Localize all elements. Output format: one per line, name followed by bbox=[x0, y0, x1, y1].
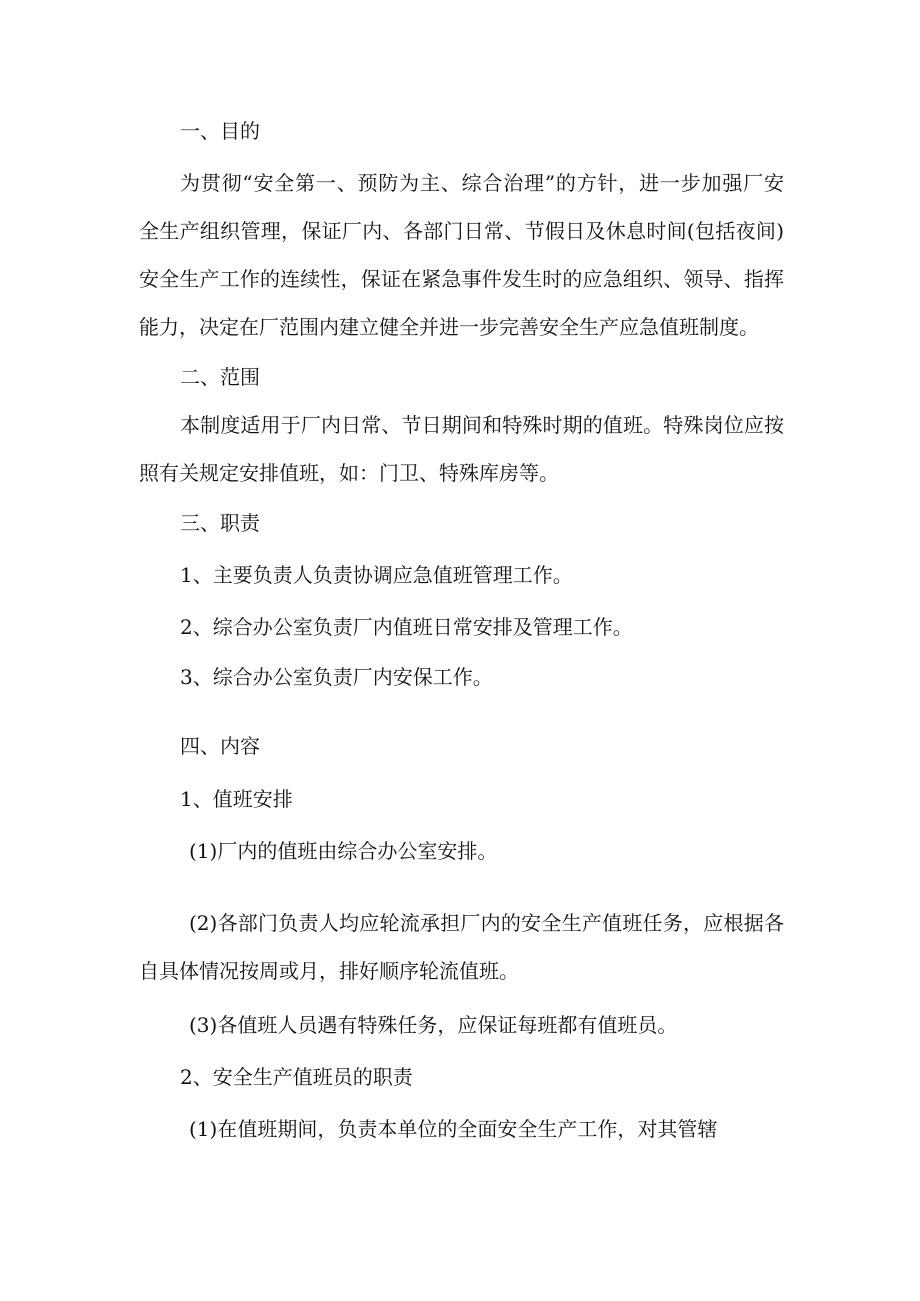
paragraph-line: 自具体情况按周或月，排好顺序轮流值班。 bbox=[139, 959, 519, 983]
paragraph-line: 本制度适用于厂内日常、节日期间和特殊时期的值班。特殊岗位应按 bbox=[180, 413, 784, 437]
section-heading-content: 四、内容 bbox=[180, 734, 260, 758]
section-heading-purpose: 一、目的 bbox=[180, 119, 260, 143]
list-item: 3、综合办公室负责厂内安保工作。 bbox=[180, 665, 493, 689]
list-item: 2、综合办公室负责厂内值班日常安排及管理工作。 bbox=[180, 615, 633, 639]
section-heading-duties: 三、职责 bbox=[180, 511, 260, 535]
paragraph-line: 全生产组织管理，保证厂内、各部门日常、节假日及休息时间(包括夜间) bbox=[139, 219, 784, 243]
list-item: (1)在值班期间，负责本单位的全面安全生产工作，对其管辖 bbox=[189, 1117, 718, 1141]
list-item: (3)各值班人员遇有特殊任务，应保证每班都有值班员。 bbox=[189, 1013, 678, 1037]
paragraph-line: 照有关规定安排值班，如：门卫、特殊库房等。 bbox=[139, 461, 559, 485]
paragraph-line: 安全生产工作的连续性，保证在紧急事件发生时的应急组织、领导、指挥 bbox=[139, 267, 784, 291]
subsection-heading: 1、值班安排 bbox=[180, 787, 293, 811]
list-item: 1、主要负责人负责协调应急值班管理工作。 bbox=[180, 563, 573, 587]
paragraph-line: 能力，决定在厂范围内建立健全并进一步完善安全生产应急值班制度。 bbox=[139, 315, 759, 339]
subsection-heading: 2、安全生产值班员的职责 bbox=[180, 1065, 413, 1089]
list-item: (1)厂内的值班由综合办公室安排。 bbox=[189, 839, 498, 863]
section-heading-scope: 二、范围 bbox=[180, 365, 260, 389]
paragraph-line: 为贯彻“安全第一、预防为主、综合治理”的方针，进一步加强厂安 bbox=[180, 171, 784, 195]
list-item: (2)各部门负责人均应轮流承担厂内的安全生产值班任务，应根据各 bbox=[189, 911, 784, 935]
